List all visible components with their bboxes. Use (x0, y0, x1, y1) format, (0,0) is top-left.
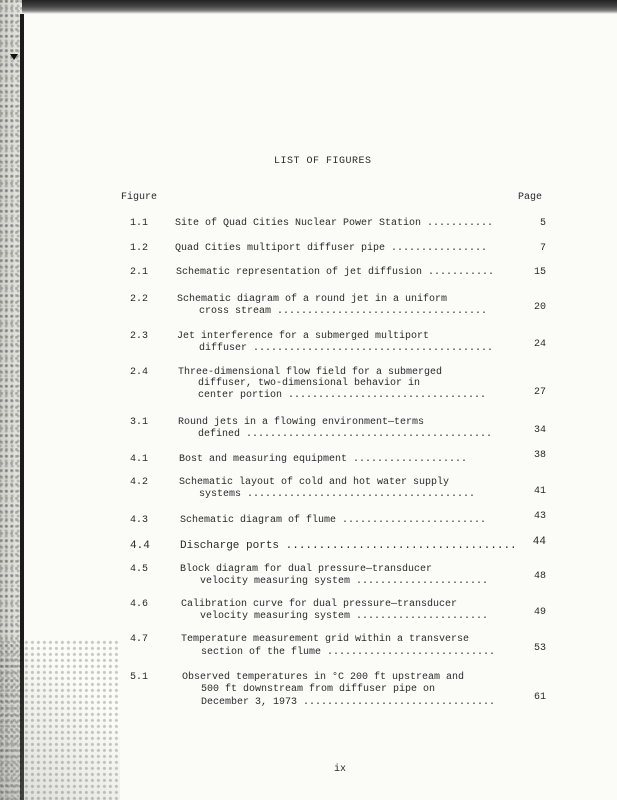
figure-number: 4.3 (130, 515, 149, 526)
figure-page: 20 (533, 302, 546, 313)
figure-caption: Temperature measurement grid within a transverse (181, 634, 470, 645)
figure-number: 3.1 (130, 417, 149, 428)
figure-number: 4.2 (130, 477, 149, 488)
figure-caption-continued: center portion ................................. (198, 390, 487, 401)
figure-number: 4.6 (130, 599, 149, 610)
figure-caption: Discharge ports ................................... (180, 540, 517, 552)
page-number-footer: ix (334, 764, 347, 775)
figure-page: 48 (533, 571, 546, 582)
figure-caption: Quad Cities multiport diffuser pipe ................ (175, 243, 488, 254)
figure-caption: Block diagram for dual pressure—transducer (180, 564, 433, 575)
figure-number: 2.2 (130, 294, 149, 305)
figure-number: 2.1 (130, 267, 149, 278)
figure-number: 1.1 (130, 218, 149, 229)
figure-page: 15 (533, 267, 546, 278)
figure-page: 24 (533, 339, 546, 350)
figure-page: 43 (533, 511, 546, 522)
figure-caption-continued: diffuser ........................................ (199, 343, 494, 354)
figure-caption: Calibration curve for dual pressure—transducer (181, 599, 458, 610)
figure-caption: Site of Quad Cities Nuclear Power Station ........... (175, 218, 494, 229)
figure-page: 61 (533, 692, 546, 703)
page-title: LIST OF FIGURES (274, 156, 372, 167)
figure-caption: Schematic layout of cold and hot water supply (179, 477, 450, 488)
figure-caption: Schematic representation of jet diffusion ........... (176, 267, 495, 278)
figure-caption: Three-dimensional flow field for a submerged (178, 367, 443, 378)
scan-top-edge (0, 0, 617, 14)
figure-caption-continued: 500 ft downstream from diffuser pipe on (201, 684, 436, 695)
figure-page: 44 (532, 536, 546, 548)
figure-caption-continued: velocity measuring system ...................... (200, 611, 489, 622)
figure-caption-continued: December 3, 1973 ................................ (201, 697, 496, 708)
figure-number: 4.7 (130, 634, 149, 645)
figure-caption: Observed temperatures in °C 200 ft upstream and (182, 672, 465, 683)
figure-caption: Bost and measuring equipment ................... (179, 454, 468, 465)
figure-caption: Schematic diagram of a round jet in a uniform (177, 294, 448, 305)
figure-page: 49 (533, 607, 546, 618)
figure-page: 53 (533, 643, 546, 654)
page-column-header: Page (518, 192, 543, 203)
figure-caption-continued: systems ...................................... (199, 489, 476, 500)
figure-caption-continued: velocity measuring system ...................... (200, 576, 489, 587)
scan-noise-corner (0, 640, 120, 800)
scan-mark-icon (10, 54, 18, 60)
figure-caption: Schematic diagram of flume ........................ (180, 515, 487, 526)
figure-page: 27 (533, 387, 546, 398)
figure-caption-continued: section of the flume ............................ (201, 647, 496, 658)
figure-caption: Jet interference for a submerged multiport (177, 331, 430, 342)
figure-caption: Round jets in a flowing environment—terms (178, 417, 425, 428)
figure-page: 7 (539, 243, 546, 254)
figure-number: 4.4 (130, 540, 150, 552)
figure-caption-continued: defined ......................................... (198, 429, 493, 440)
figure-number: 1.2 (130, 243, 149, 254)
figure-number: 4.5 (130, 564, 149, 575)
figure-caption-continued: diffuser, two-dimensional behavior in (198, 378, 421, 389)
figure-page: 38 (533, 450, 546, 461)
figure-number: 2.3 (130, 331, 149, 342)
figure-page: 41 (533, 486, 546, 497)
figure-number: 5.1 (130, 672, 149, 683)
figure-number: 2.4 (130, 367, 149, 378)
figure-page: 5 (539, 218, 546, 229)
figure-number: 4.1 (130, 454, 149, 465)
figure-page: 34 (533, 425, 546, 436)
figure-caption-continued: cross stream ................................... (199, 306, 488, 317)
figure-column-header: Figure (121, 192, 158, 203)
